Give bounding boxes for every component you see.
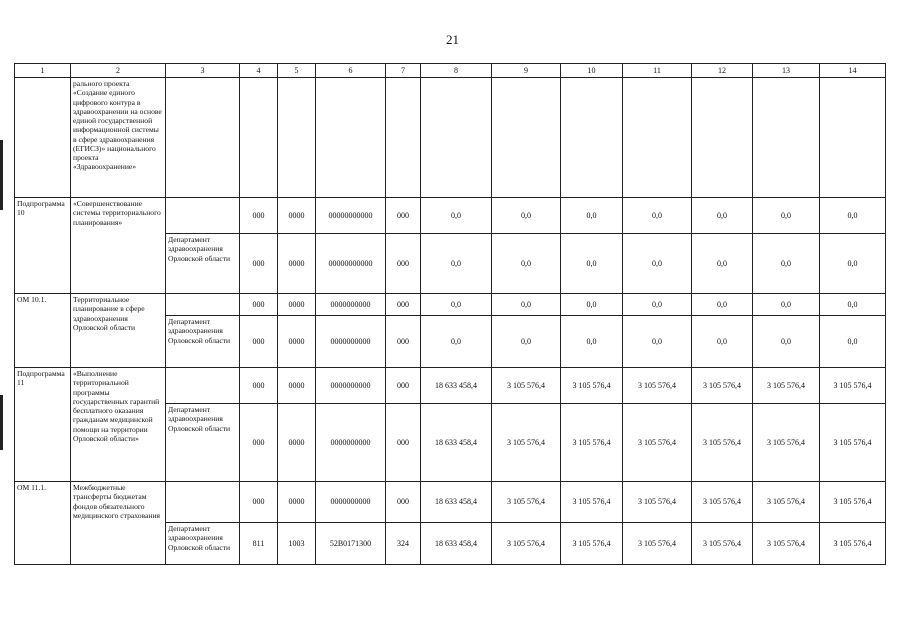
- value-cell: 0,0: [561, 234, 623, 294]
- value-cell: 0,0: [492, 234, 561, 294]
- value-cell: [492, 78, 561, 198]
- value-cell: 0,0: [692, 316, 753, 368]
- executor-cell: [166, 78, 240, 198]
- value-cell: 3 105 576,4: [820, 368, 886, 404]
- value-cell: 0000: [278, 404, 316, 482]
- value-cell: 0,0: [753, 316, 820, 368]
- value-cell: 0,0: [492, 316, 561, 368]
- value-cell: 0,0: [753, 294, 820, 316]
- value-cell: 3 105 576,4: [820, 404, 886, 482]
- value-cell: 3 105 576,4: [492, 368, 561, 404]
- executor-cell: Департамент здравоохранения Орловской области: [166, 316, 240, 368]
- binder-mark: [0, 395, 3, 450]
- table-row: [15, 368, 886, 404]
- column-header: 3: [166, 64, 240, 78]
- value-cell: 000: [240, 234, 278, 294]
- value-cell: [386, 78, 421, 198]
- value-cell: 3 105 576,4: [623, 482, 692, 523]
- column-header: 13: [753, 64, 820, 78]
- value-cell: 0,0: [820, 234, 886, 294]
- executor-cell: Департамент здравоохранения Орловской области: [166, 404, 240, 482]
- value-cell: 00000000000: [316, 234, 386, 294]
- column-header: 1: [15, 64, 71, 78]
- column-header: 12: [692, 64, 753, 78]
- executor-cell: Департамент здравоохранения Орловской области: [166, 234, 240, 294]
- value-cell: 0,0: [421, 198, 492, 234]
- value-cell: 0,0: [820, 316, 886, 368]
- value-cell: 0000000000: [316, 316, 386, 368]
- value-cell: 0,0: [692, 294, 753, 316]
- value-cell: 3 105 576,4: [561, 523, 623, 565]
- value-cell: 0,0: [561, 316, 623, 368]
- row-code-cell: ОМ 11.1.: [15, 482, 71, 565]
- executor-cell: [166, 198, 240, 234]
- value-cell: 18 633 458,4: [421, 523, 492, 565]
- value-cell: 3 105 576,4: [692, 523, 753, 565]
- value-cell: 0000: [278, 316, 316, 368]
- table-body: [15, 78, 886, 565]
- value-cell: [240, 78, 278, 198]
- value-cell: 3 105 576,4: [623, 523, 692, 565]
- column-header: 6: [316, 64, 386, 78]
- column-header: 7: [386, 64, 421, 78]
- row-title-cell: рального проекта «Создание единого цифрового контура в здравоохранении на основе единой государственной информационной системы в сфере здравоохранения (ЕГИСЗ)» национального проекта «Здравоохранение»: [71, 78, 166, 198]
- value-cell: [561, 78, 623, 198]
- value-cell: 3 105 576,4: [492, 404, 561, 482]
- value-cell: 0000: [278, 234, 316, 294]
- row-title-cell: «Выполнение территориальной программы государственных гарантий бесплатного оказания гражданам медицинской помощи на территории Орловской области»: [71, 368, 166, 482]
- value-cell: 0,0: [753, 234, 820, 294]
- value-cell: 000: [240, 482, 278, 523]
- budget-table: [14, 63, 886, 565]
- column-header: 4: [240, 64, 278, 78]
- value-cell: 0000: [278, 368, 316, 404]
- column-header: 2: [71, 64, 166, 78]
- executor-cell: [166, 368, 240, 404]
- table-row: [15, 198, 886, 234]
- value-cell: 000: [240, 316, 278, 368]
- column-header: 14: [820, 64, 886, 78]
- value-cell: 000: [386, 198, 421, 234]
- value-cell: 000: [240, 198, 278, 234]
- value-cell: 000: [386, 234, 421, 294]
- column-header: 8: [421, 64, 492, 78]
- value-cell: [820, 78, 886, 198]
- value-cell: 0000: [278, 198, 316, 234]
- value-cell: 0000000000: [316, 404, 386, 482]
- value-cell: 000: [240, 404, 278, 482]
- value-cell: [623, 78, 692, 198]
- executor-cell: [166, 294, 240, 316]
- value-cell: 0,0: [561, 198, 623, 234]
- value-cell: 3 105 576,4: [492, 523, 561, 565]
- row-code-cell: ОМ 10.1.: [15, 294, 71, 368]
- value-cell: 0000000000: [316, 368, 386, 404]
- value-cell: 0,0: [692, 234, 753, 294]
- value-cell: 0,0: [561, 294, 623, 316]
- value-cell: 0,0: [753, 198, 820, 234]
- column-header: 9: [492, 64, 561, 78]
- value-cell: 000: [386, 294, 421, 316]
- value-cell: 3 105 576,4: [561, 368, 623, 404]
- value-cell: 0,0: [820, 294, 886, 316]
- value-cell: 18 633 458,4: [421, 404, 492, 482]
- value-cell: [316, 78, 386, 198]
- value-cell: 324: [386, 523, 421, 565]
- value-cell: 52В0171300: [316, 523, 386, 565]
- value-cell: [421, 78, 492, 198]
- column-header: 11: [623, 64, 692, 78]
- row-title-cell: Территориальное планирование в сфере здравоохранения Орловской области: [71, 294, 166, 368]
- value-cell: 3 105 576,4: [820, 482, 886, 523]
- value-cell: 0000: [278, 482, 316, 523]
- value-cell: [278, 78, 316, 198]
- value-cell: 18 633 458,4: [421, 368, 492, 404]
- value-cell: 3 105 576,4: [753, 368, 820, 404]
- value-cell: 0,0: [421, 234, 492, 294]
- value-cell: 3 105 576,4: [561, 404, 623, 482]
- value-cell: 0,0: [623, 234, 692, 294]
- value-cell: 000: [386, 482, 421, 523]
- column-header: 5: [278, 64, 316, 78]
- table-row: [15, 482, 886, 523]
- value-cell: 811: [240, 523, 278, 565]
- table-row: [15, 78, 886, 198]
- value-cell: 3 105 576,4: [623, 404, 692, 482]
- value-cell: 0000000000: [316, 294, 386, 316]
- value-cell: 0,0: [623, 294, 692, 316]
- value-cell: 0,0: [421, 294, 492, 316]
- value-cell: 000: [386, 404, 421, 482]
- row-title-cell: «Совершенствование системы территориального планирования»: [71, 198, 166, 294]
- value-cell: 0,0: [492, 294, 561, 316]
- value-cell: 3 105 576,4: [753, 404, 820, 482]
- executor-cell: [166, 482, 240, 523]
- column-number-row: [15, 64, 886, 78]
- value-cell: 0,0: [421, 316, 492, 368]
- value-cell: 3 105 576,4: [492, 482, 561, 523]
- value-cell: 000: [386, 316, 421, 368]
- page-number: 21: [446, 32, 459, 47]
- value-cell: 0,0: [820, 198, 886, 234]
- value-cell: 0000000000: [316, 482, 386, 523]
- row-code-cell: [15, 78, 71, 198]
- value-cell: 0,0: [623, 198, 692, 234]
- value-cell: 0,0: [692, 198, 753, 234]
- table-row: [15, 294, 886, 316]
- value-cell: 3 105 576,4: [561, 482, 623, 523]
- value-cell: 00000000000: [316, 198, 386, 234]
- value-cell: 3 105 576,4: [692, 368, 753, 404]
- value-cell: 000: [240, 294, 278, 316]
- executor-cell: Департамент здравоохранения Орловской области: [166, 523, 240, 565]
- value-cell: 3 105 576,4: [692, 482, 753, 523]
- value-cell: [753, 78, 820, 198]
- value-cell: [692, 78, 753, 198]
- binder-mark: [0, 140, 3, 210]
- value-cell: 3 105 576,4: [753, 482, 820, 523]
- value-cell: 000: [240, 368, 278, 404]
- row-title-cell: Межбюджетные трансферты бюджетам фондов обязательного медицинского страхования: [71, 482, 166, 565]
- value-cell: 000: [386, 368, 421, 404]
- value-cell: 3 105 576,4: [623, 368, 692, 404]
- value-cell: 3 105 576,4: [692, 404, 753, 482]
- row-code-cell: Подпрограмма 10: [15, 198, 71, 294]
- value-cell: 0,0: [623, 316, 692, 368]
- value-cell: 1003: [278, 523, 316, 565]
- value-cell: 3 105 576,4: [753, 523, 820, 565]
- value-cell: 3 105 576,4: [820, 523, 886, 565]
- value-cell: 0,0: [492, 198, 561, 234]
- column-header: 10: [561, 64, 623, 78]
- value-cell: 0000: [278, 294, 316, 316]
- row-code-cell: Подпрограмма 11: [15, 368, 71, 482]
- value-cell: 18 633 458,4: [421, 482, 492, 523]
